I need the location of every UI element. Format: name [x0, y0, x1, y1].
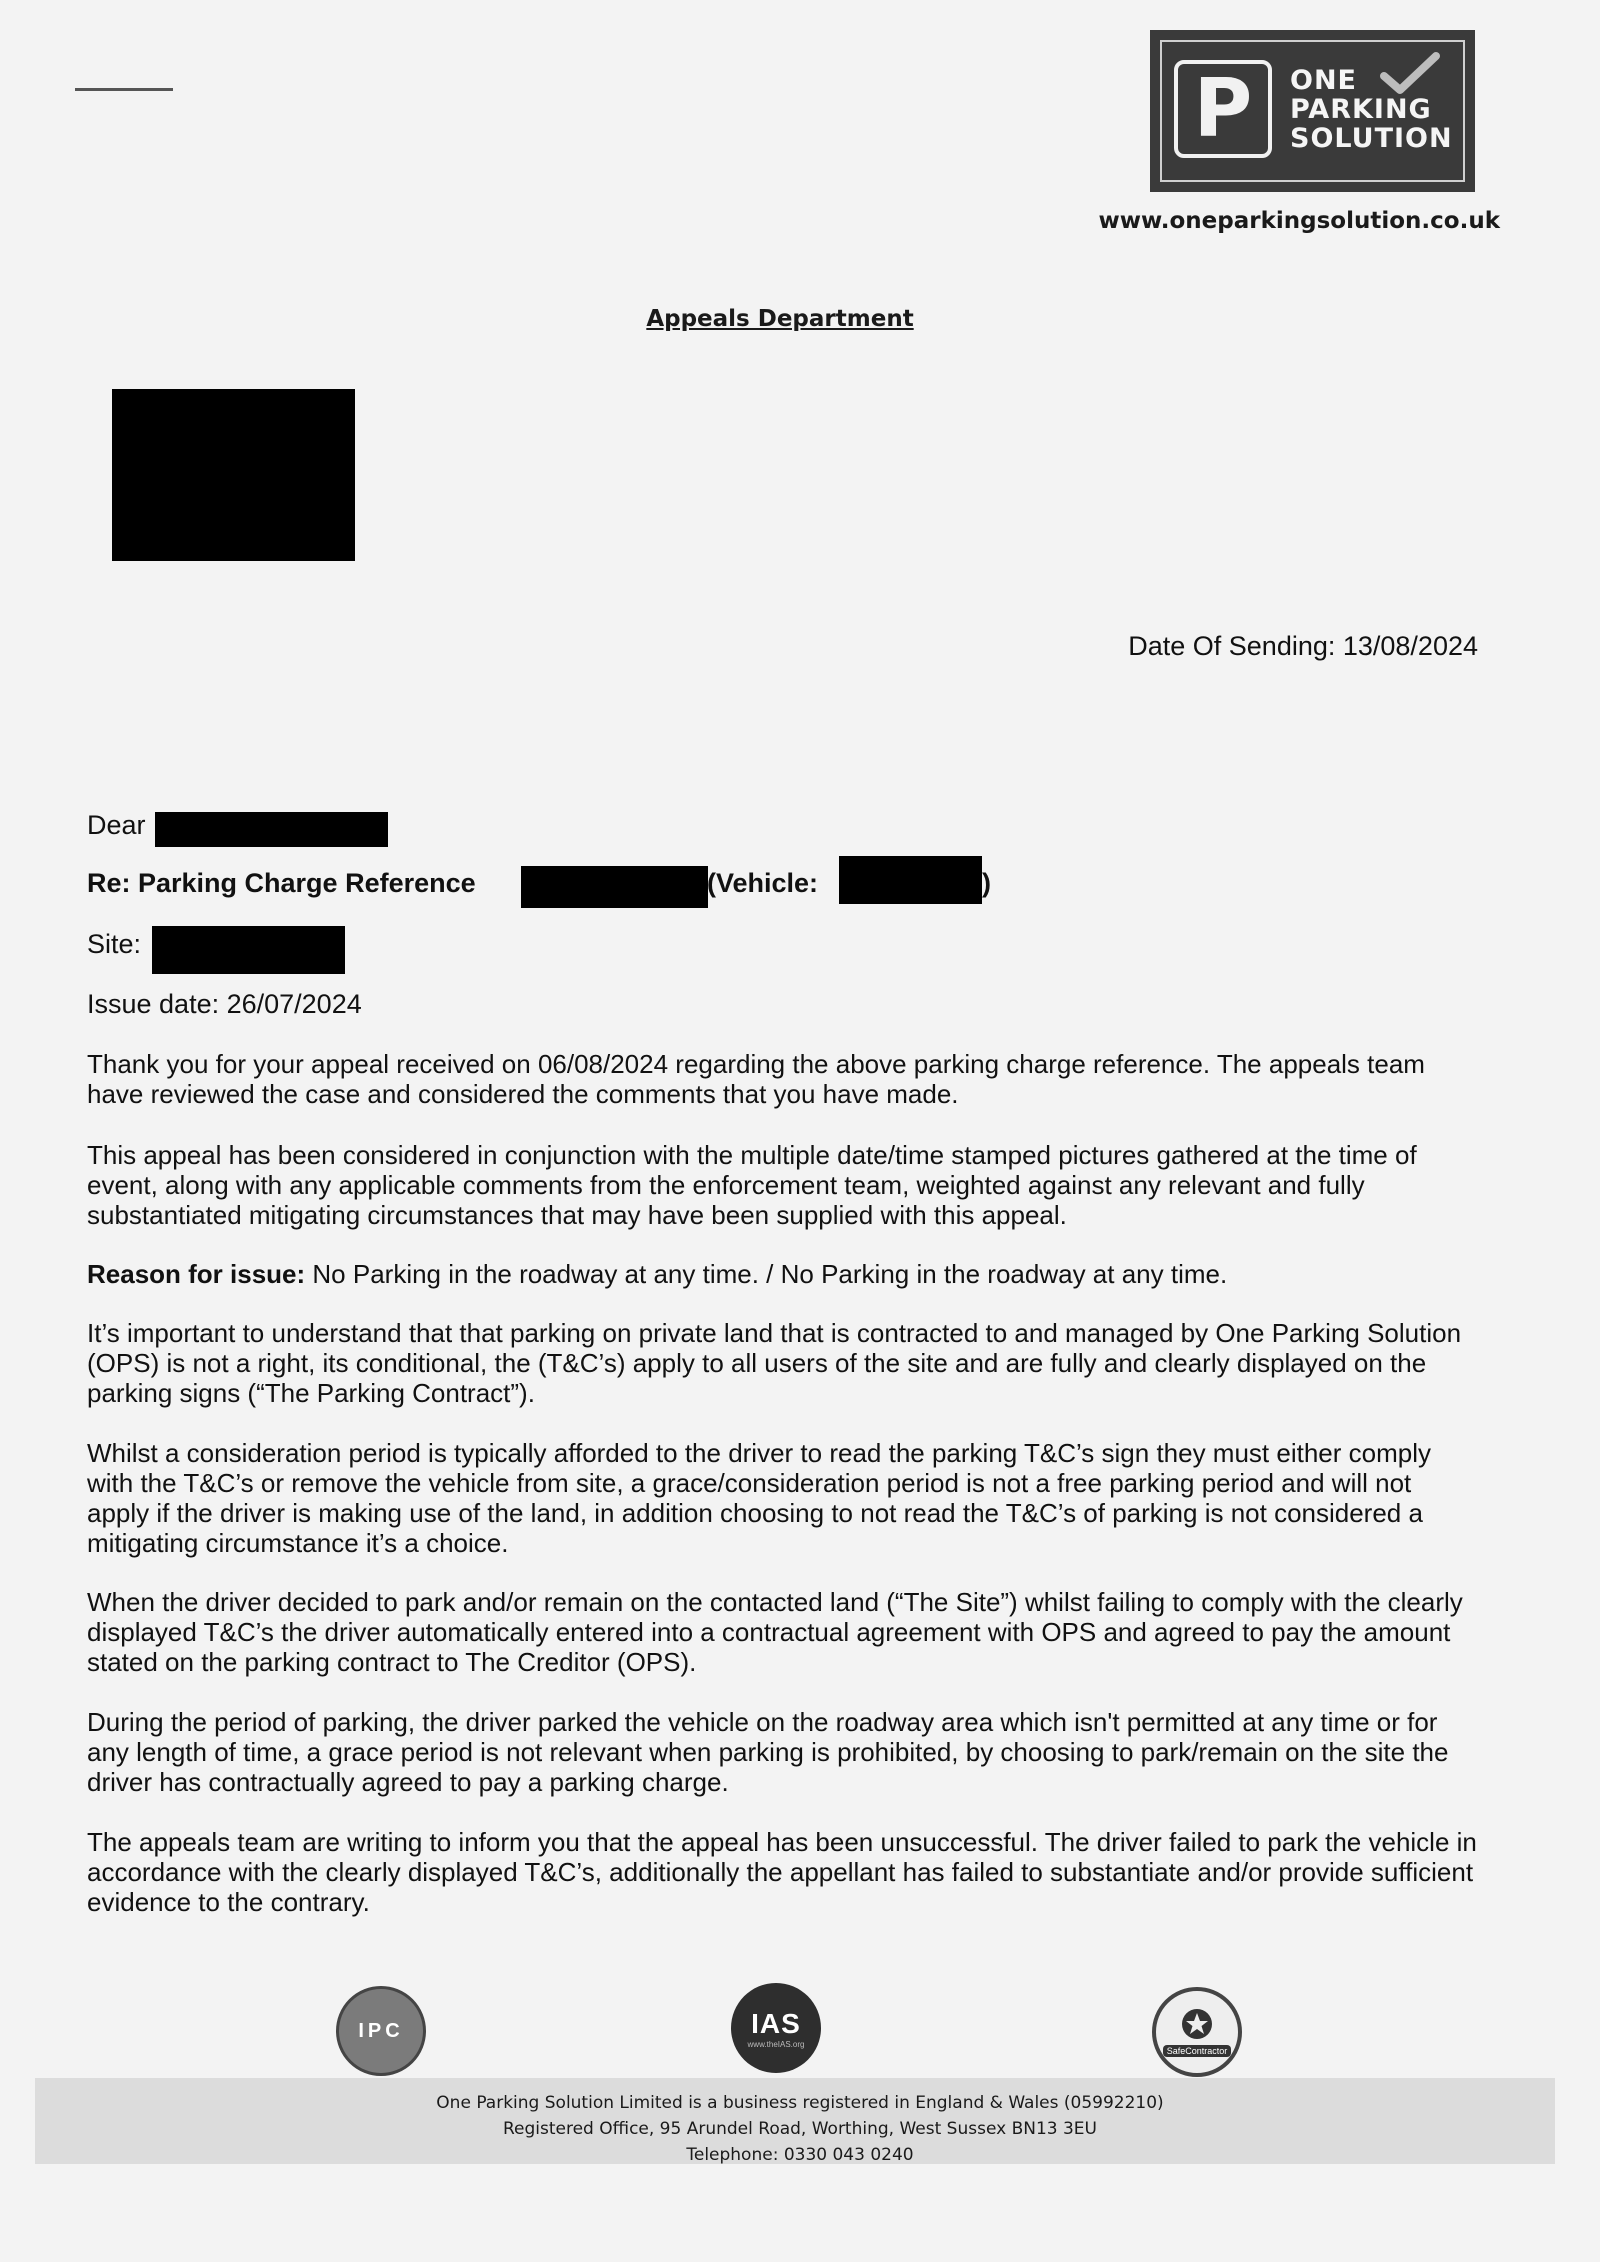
paragraph-roadway-parking: During the period of parking, the driver parked the vehicle on the roadway area which isn't permitted at any time or for any length of time, a grace period is not relevant when parking is prohibited, by choosing to park/remain on the site the driver has contractually agreed to pay a parking charge. — [87, 1707, 1449, 1797]
paragraph-appeal-unsuccessful: The appeals team are writing to inform you that the appeal has been unsuccessful. The driver failed to park the vehicle in accordance with the clearly displayed T&C’s, additionally the appellant has failed to substantiate and/or provide sufficient evidence to the contrary. — [87, 1827, 1477, 1917]
salutation — [87, 810, 146, 841]
department-heading: Appeals Department — [646, 306, 914, 332]
paragraph-consideration-period: Whilst a consideration period is typically afforded to the driver to read the parking T&C’s sign they must either comply with the T&C’s or remove the vehicle from site, a grace/consideration period is not a free parking period and will not apply if the driver is making use of the land, in addition choosing to not read the T&C’s of parking is not considered a mitigating circumstance it’s a choice. — [87, 1438, 1431, 1558]
parking-p-icon — [1174, 60, 1272, 158]
company-logo — [1150, 30, 1475, 192]
vehicle-label-wrap — [707, 868, 818, 899]
checkmark-icon — [1380, 52, 1440, 96]
logo-letter: P — [1193, 62, 1253, 155]
salutation-text: Dear — [87, 810, 146, 840]
safecontractor-text: SafeContractor — [1163, 2045, 1232, 2057]
site-line — [87, 929, 141, 960]
redacted-reference — [521, 866, 708, 908]
vehicle-close-wrap — [982, 868, 991, 899]
scan-mark — [75, 88, 173, 91]
redacted-site — [152, 926, 345, 974]
paragraph-appeal-received: Thank you for your appeal received on 06/08/2024 regarding the above parking charge reference. The appeals team have reviewed the case and considered the comments that you have made. — [87, 1049, 1425, 1109]
paragraph-appeal-considered: This appeal has been considered in conjunction with the multiple date/time stamped pictures gathered at the time of event, along with any applicable comments from the enforcement team, weighted against any relevant and fully substantiated mitigating circumstances that may have been supplied with this appeal. — [87, 1140, 1417, 1230]
ipc-badge-icon — [336, 1986, 426, 2076]
ias-badge-subtext: www.theIAS.org — [747, 2039, 805, 2049]
paragraph-private-land: It’s important to understand that that parking on private land that is contracted to and managed by One Parking Solution (OPS) is not a right, its conditional, the (T&C’s) apply to all users of the site and are fully and clearly displayed on the parking signs (“The Parking Contract”). — [87, 1318, 1462, 1408]
company-website: www.oneparkingsolution.co.uk — [1098, 208, 1500, 234]
ias-badge-text: IAS — [751, 2007, 801, 2039]
logo-line-1: ONE — [1290, 65, 1357, 96]
footer-registration: One Parking Solution Limited is a business registered in England & Wales (05992210) — [436, 2093, 1164, 2113]
date-of-sending: Date Of Sending: 13/08/2024 — [1128, 631, 1478, 661]
company-footer — [0, 2090, 1600, 2168]
logo-line-2: PARKING — [1290, 94, 1432, 125]
ias-badge-icon — [731, 1983, 821, 2073]
safecontractor-badge-icon — [1152, 1987, 1242, 2077]
site-label: Site: — [87, 929, 142, 959]
footer-telephone: Telephone: 0330 043 0240 — [686, 2145, 914, 2165]
footer-office-address: Registered Office, 95 Arundel Road, Worthing, West Sussex BN13 3EU — [502, 2119, 1097, 2139]
reason-text: No Parking in the roadway at any time. / No Parking in the roadway at any time. — [305, 1259, 1228, 1289]
redacted-name — [155, 812, 388, 847]
reference-label: Re: Parking Charge Reference — [87, 868, 476, 898]
vehicle-close: ) — [982, 868, 991, 898]
ipc-badge-text: IPC — [358, 2019, 404, 2042]
paragraph-reason-for-issue — [87, 1259, 1477, 1289]
issue-date: Issue date: 26/07/2024 — [87, 989, 362, 1019]
reason-label: Reason for issue: — [87, 1259, 306, 1289]
star-icon — [1180, 2007, 1214, 2041]
reference-line — [87, 868, 476, 899]
redacted-address — [112, 389, 355, 561]
logo-line-3: SOLUTION — [1290, 123, 1453, 154]
vehicle-label: (Vehicle: — [707, 868, 819, 898]
redacted-vehicle — [839, 856, 982, 904]
paragraph-contractual-agreement: When the driver decided to park and/or remain on the contacted land (“The Site”) whilst failing to comply with the clearly displayed T&C’s the driver automatically entered into a contractual agreement with OPS and agreed to pay the amount stated on the parking contract to The Creditor (OPS). — [87, 1587, 1463, 1677]
